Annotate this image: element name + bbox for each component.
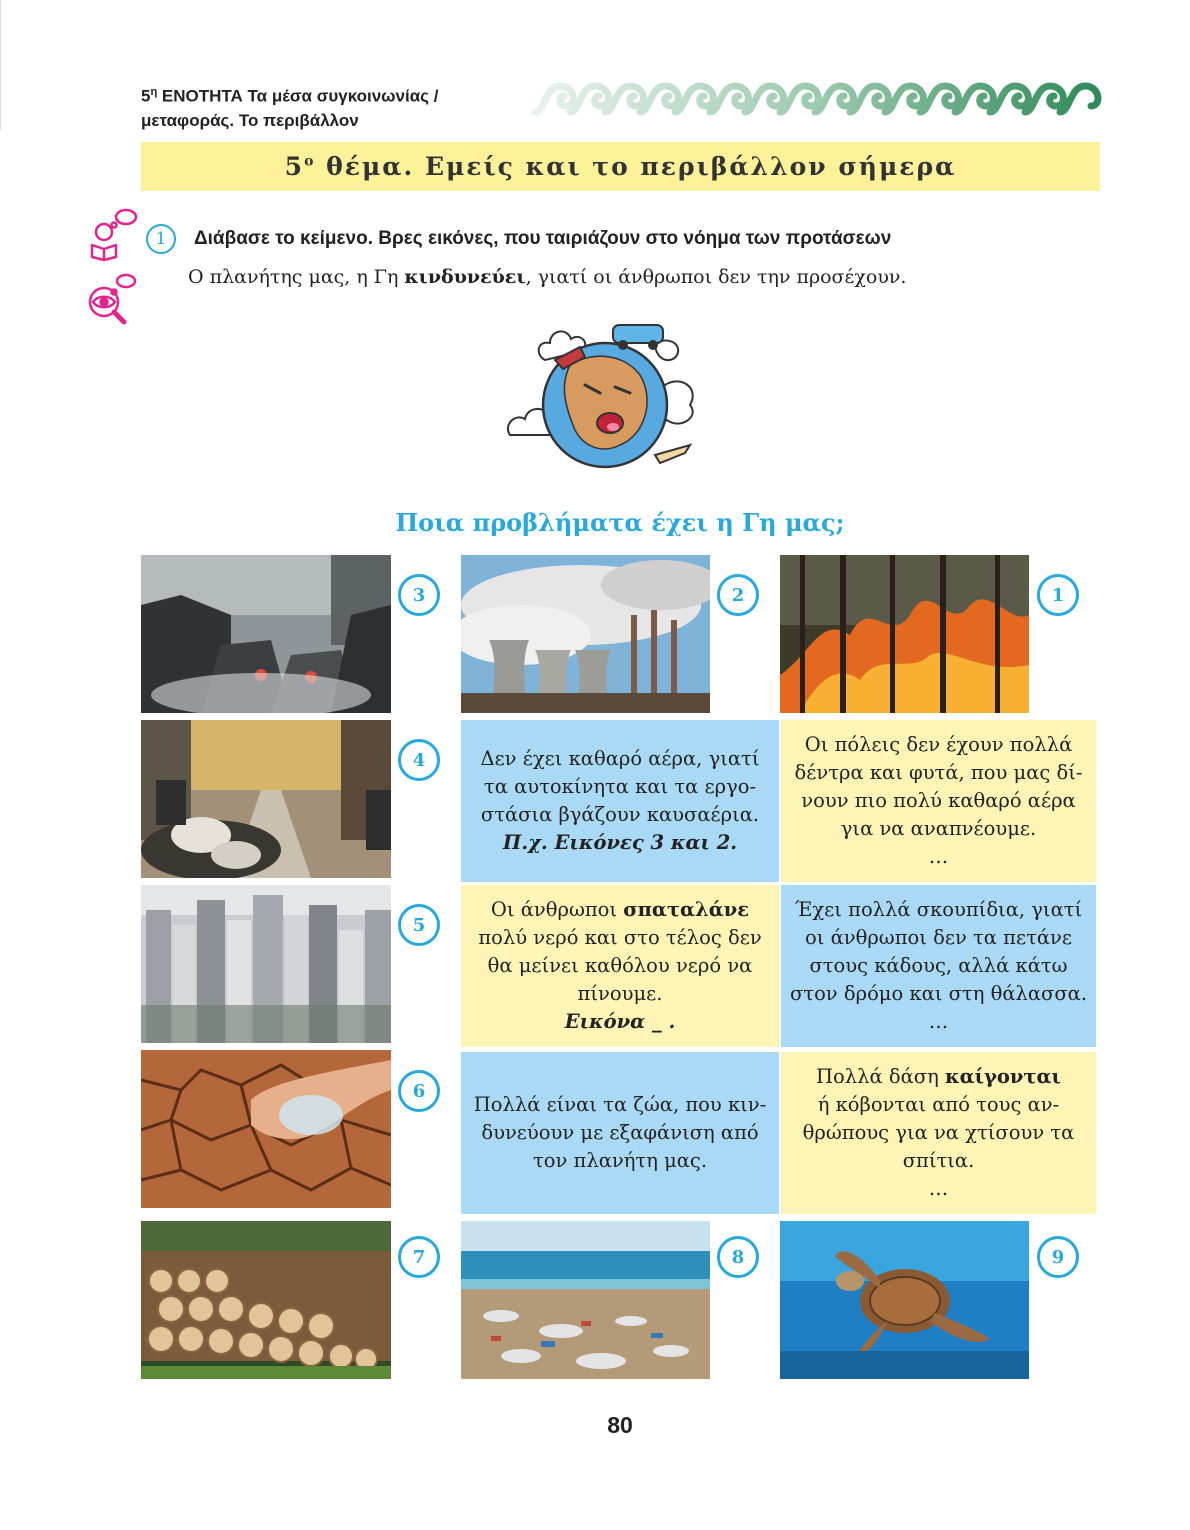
image-badge: 8 [717, 1236, 759, 1278]
card-text: Πολλά είναι τα ζώα, που κιν- [473, 1093, 767, 1116]
exercise-sentence [188, 266, 906, 288]
card-text: Έχει πολλά σκουπίδια, γιατί [794, 898, 1083, 921]
reading-child-icon [86, 207, 140, 261]
theme-title [285, 152, 957, 181]
card-text: τα αυτοκίνητα και τα εργο- [483, 775, 757, 798]
card-text: τον πλανήτη μας. [532, 1149, 708, 1172]
forest-fire-photo [780, 555, 1029, 713]
image-badge: 4 [398, 739, 440, 781]
card-text [491, 896, 749, 924]
question-heading: Ποια προβλήματα έχει η Γη μας; [395, 508, 845, 537]
card-animals [461, 1052, 779, 1214]
eye-magnifier-icon [84, 272, 138, 326]
dense-city-photo [141, 885, 391, 1043]
sea-turtle-photo [780, 1221, 1029, 1379]
card-text: στάσια βγάζουν καυσαέρια. [480, 803, 760, 826]
card-water [461, 885, 779, 1047]
card-text-before: Πολλά δάση [816, 1065, 945, 1088]
card-text: στους κάδους, αλλά κάτω [809, 954, 1068, 977]
theme-number: 5 [284, 152, 305, 181]
card-text: πολύ νερό και στο τέλος δεν [478, 926, 762, 949]
dry-land-water-hands-photo [141, 1050, 391, 1208]
card-text: θρώπους για να χτίσουν τα [802, 1121, 1075, 1144]
card-text: για να αναπνέουμε. [840, 817, 1037, 840]
card-ellipsis: … [928, 1177, 949, 1200]
card-text: ή κόβονται από τους αν- [817, 1093, 1060, 1116]
unit-line1: ΕΝΟΤΗΤΑ Τα μέσα συγκοινωνίας / [157, 86, 439, 106]
image-badge: 2 [717, 574, 759, 616]
street-garbage-photo [141, 720, 391, 878]
theme-banner [141, 142, 1100, 191]
factory-smoke-photo [461, 555, 710, 713]
card-text-bold: καίγονται [944, 1065, 1061, 1088]
image-badge: 3 [398, 574, 440, 616]
wave-ornament [530, 78, 1102, 118]
unit-line2: μεταφοράς. Το περιβάλλον [141, 110, 359, 130]
card-clean-air [461, 720, 779, 882]
unit-sup: η [150, 86, 158, 98]
exercise-number: 1 [146, 224, 176, 254]
card-text [816, 1063, 1061, 1091]
card-text-before: Οι άνθρωποι [490, 898, 624, 921]
sentence-before: Ο πλανήτης μας, η Γη [188, 266, 405, 288]
card-forests [781, 1052, 1096, 1214]
card-text: νουν πιο πολύ καθαρό αέρα [801, 789, 1076, 812]
traffic-smog-photo [141, 555, 391, 713]
card-example: Εικόνα _ . [564, 1010, 676, 1033]
card-garbage [781, 885, 1096, 1047]
image-badge: 7 [398, 1236, 440, 1278]
unit-number: 5 [141, 86, 151, 106]
card-text-bold: σπαταλάνε [623, 898, 750, 921]
card-text: σπίτια. [902, 1149, 975, 1172]
image-badge: 6 [398, 1070, 440, 1112]
theme-sup: ο [304, 153, 316, 170]
card-text: οι άνθρωποι δεν τα πετάνε [805, 926, 1072, 949]
page-number: 80 [607, 1412, 633, 1438]
exercise-instruction: Διάβασε το κείμενο. Βρες εικόνες, που ταιριάζουν στο νόημα των προτάσεων [194, 228, 892, 249]
card-text: Οι πόλεις δεν έχουν πολλά [804, 733, 1073, 756]
theme-text: θέμα. Εμείς και το περιβάλλον σήμερα [315, 152, 957, 181]
card-text: Δεν έχει καθαρό αέρα, γιατί [480, 747, 760, 770]
image-badge: 1 [1037, 574, 1079, 616]
card-example: Π.χ. Εικόνες 3 και 2. [502, 831, 738, 854]
polluted-beach-photo [461, 1221, 710, 1379]
sick-earth-illustration [505, 305, 700, 495]
card-text: δέντρα και φυτά, που μας δί- [794, 761, 1083, 784]
image-badge: 9 [1037, 1236, 1079, 1278]
card-ellipsis: … [928, 1010, 949, 1033]
card-ellipsis: … [928, 845, 949, 868]
card-text: στον δρόμο και στη θάλασσα. [789, 982, 1088, 1005]
page-edge-rule [0, 0, 1, 130]
sentence-bold: κινδυνεύει [404, 266, 526, 288]
card-text: θα μείνει καθόλου νερό να [487, 954, 753, 977]
card-text: δυνεύουν με εξαφάνιση από [481, 1121, 759, 1144]
card-text: πίνουμε. [577, 982, 663, 1005]
cut-logs-photo [141, 1221, 391, 1379]
sentence-after: , γιατί οι άνθρωποι δεν την προσέχουν. [525, 266, 907, 288]
unit-title [141, 80, 521, 133]
image-badge: 5 [398, 904, 440, 946]
card-trees [781, 720, 1096, 882]
